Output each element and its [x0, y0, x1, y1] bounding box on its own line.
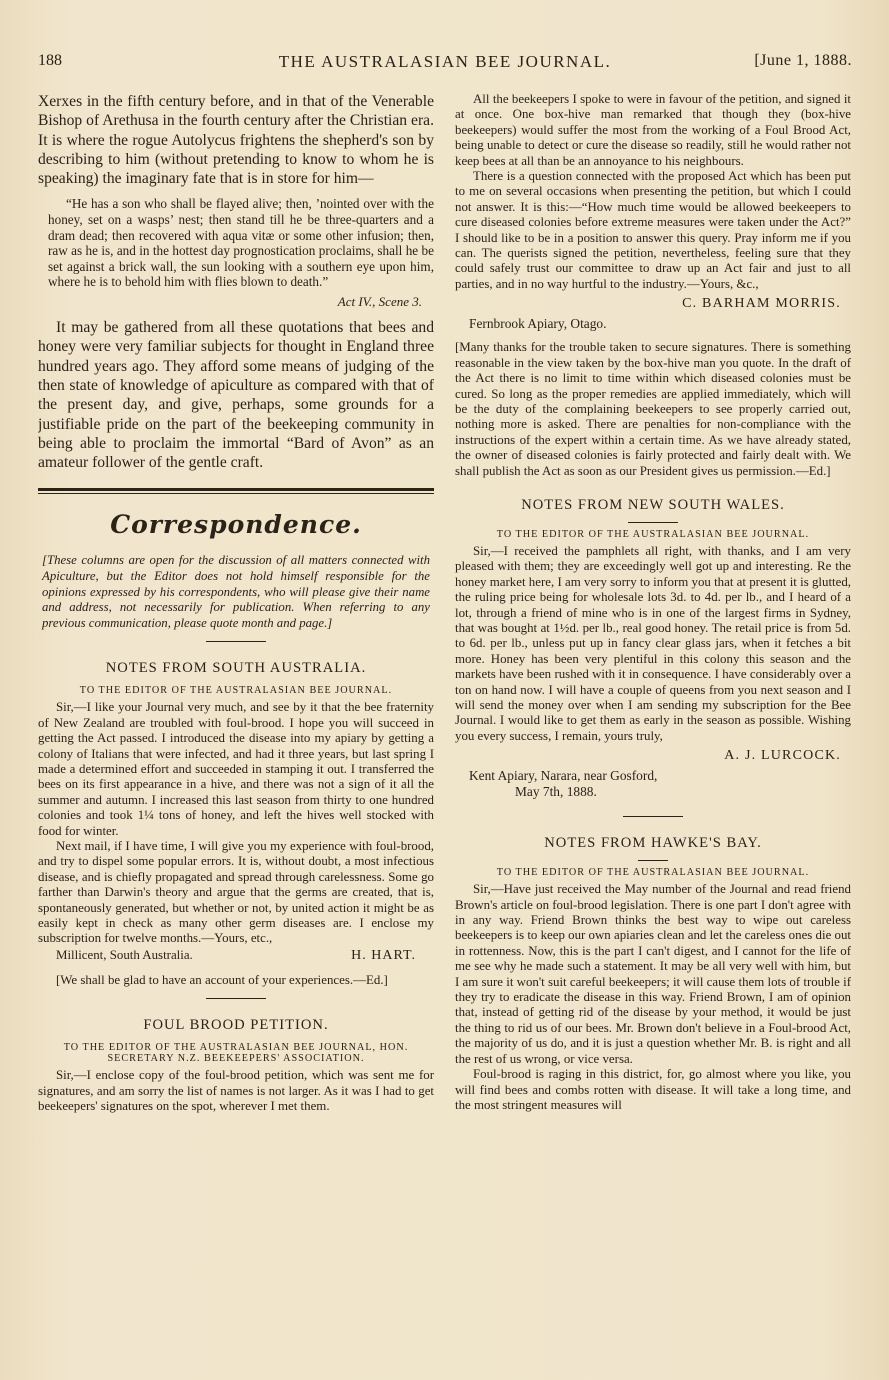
nsw-salutation-line: TO THE EDITOR OF THE AUSTRALASIAN BEE JOURNAL. [496, 528, 810, 540]
hawkes-bay-paragraph-2: Foul-brood is raging in this district, for, go almost where you like, you will find bees and combs rotten with disease. It will take a long time, and the most stringent measures will [455, 1067, 851, 1112]
left-column [38, 92, 434, 1332]
morris-place: Fernbrook Apiary, Otago. [469, 316, 607, 332]
hawkes-bay-salutation-line: TO THE EDITOR OF THE AUSTRALASIAN BEE JOURNAL. [496, 867, 810, 879]
correspondence-title: Correspondence. [110, 510, 362, 540]
winters-tale-quote: “He has a son who shall be flayed alive; then, ’nointed over with the honey, set on a wasps’ nest; then stand till he be three-quarters and a dram dead; then recovered with aqua vitæ or some other infusion; then, raw as he is, and in the hottest day prognostication proclaims, shall he be set against a brick wall, the sun looking with a southern eye upon him, where he is to behold him with flies blown to death.” [48, 196, 434, 290]
short-divider-3 [623, 816, 683, 817]
journal-title: THE AUSTRALASIAN BEE JOURNAL. [278, 52, 612, 71]
closing-paragraph: It may be gathered from all these quotations that bees and honey were very familiar subjects for thought in England three hundred years ago. They afford some means of judging of the then state of knowledge of apiculture as compared with that of the present day, and give, perhaps, some grounds for a justifiable pride on the part of the beekeeping community in being able to proclaim the immortal “Bard of Avon” as an amateur follower of the gentle craft. [38, 319, 434, 472]
south-australia-salutation-line: TO THE EDITOR OF THE AUSTRALASIAN BEE JOURNAL. [79, 685, 393, 697]
editor-disclaimer: [These columns are open for the discussion of all matters connected with Apiculture, but the Editor does not hold himself responsible for the opinions expressed by his correspondents, who will please give their name and address, not necessarily for publication. When referring to any previous communication, please quote month and page.] [42, 553, 430, 630]
petition-paragraph-1: Sir,—I enclose copy of the foul-brood petition, which was sent me for signatures, and am sorry the list of names is not larger. As it was I had to get beekeepers' signatures on the spot, wherever I met them. [38, 1068, 434, 1114]
short-divider [206, 641, 266, 642]
south-australia-editor-reply: [We shall be glad to have an account of your experiences.—Ed.] [56, 972, 388, 987]
south-australia-place: Millicent, South Australia. [56, 947, 193, 962]
lurcock-date: May 7th, 1888. [515, 784, 597, 800]
south-australia-signoff [38, 947, 434, 965]
hawkes-bay-paragraph-1: Sir,—Have just received the May number of the Journal and read friend Brown's article on foul-brood legislation. There is one part I don't agree with in any way. Friend Brown thinks the best way to wipe out careless beekeepers is to keep our own apiaries clean and let the careless ones die out in rottenness. Now, this is the part I can't digest, and I cannot for the life of me see why he made such a statement. It may be all very well with him, but I am sure it won't suit careful beekeepers; it will cause them lots of trouble if they try to eradicate the disease in this way. Friend Brown, I am of opinion that, instead of getting rid of the disease by your method, it would be just the thing to rid us of our bees. Mr. Brown don't believe in a Foul-brood Act, the majority of us do, and it is just a question whether Mr. B. is right and all the rest of us wrong, or vice versa. [455, 882, 851, 1066]
nsw-heading: NOTES FROM NEW SOUTH WALES. [521, 496, 785, 513]
petition-editor-reply: [Many thanks for the trouble taken to secure signatures. There is something reasonable in the view taken by the box-hive man you quote. In the draft of the Act there is no limit to time within which diseased colonies must be cured. So long as the proper remedies are applied immediately, which will be the duty of the complaining beekeepers to see properly carried out, nothing more is asked. There are penalties for non-compliance with the instructions of the expert within a certain time. As we have already stated, the owner of diseased colonies is fairly protected and fairly dealt with. We shall publish the Act as soon as our President gives us permission.—Ed.] [455, 340, 851, 478]
hawkes-bay-divider [638, 860, 668, 861]
page-header [38, 52, 852, 78]
issue-date: [June 1, 1888. [754, 52, 852, 69]
south-australia-heading: NOTES FROM SOUTH AUSTRALIA. [105, 660, 367, 677]
lurcock-signature: A. J. LURCOCK. [724, 748, 841, 764]
petition-salutation-line: TO THE EDITOR OF THE AUSTRALASIAN BEE JOURNAL, HON. SECRETARY N.Z. BEEKEEPERS' ASSOCIATION. [63, 1042, 409, 1065]
shakespeare-intro-paragraph: Xerxes in the fifth century before, and in that of the Venerable Bishop of Arethusa in the fourth century after the Christian era. It is where the rogue Autolycus frightens the shepherd's son by describing to him (without pretending to know to whom he is speaking) the imaginary fate that is in store for him— [38, 93, 434, 188]
morris-signature: C. BARHAM MORRIS. [682, 296, 841, 312]
section-divider [38, 488, 434, 494]
petition-cont-paragraph-2: There is a question connected with the proposed Act which has been put to me on several occasions when presenting the petition, but which I could not answer. It is this:—“How much time would be allowed beekeepers to cure diseased colonies before extreme measures were taken under the Act?” I should like to be in a position to answer this query. Pray inform me if you can. The querists signed the petition, nevertheless, feeling sure that they could safely trust our committee to draw up an Act fair and just to all parties, and in no way hurtful to the industry.—Yours, &c., [455, 169, 851, 291]
right-column [455, 92, 851, 1332]
page-number: 188 [38, 52, 62, 69]
lurcock-place: Kent Apiary, Narara, near Gosford, [469, 768, 658, 784]
petition-heading: FOUL BROOD PETITION. [143, 1017, 329, 1034]
short-divider-2 [206, 998, 266, 999]
hawkes-bay-heading: NOTES FROM HAWKE'S BAY. [544, 835, 762, 852]
nsw-divider [628, 522, 678, 523]
south-australia-paragraph-2: Next mail, if I have time, I will give you my experience with foul-brood, and try to dispel some popular errors. It is, without doubt, a most infectious disease, and is chiefly propagated and spread through carelessness. Some go farther than Darwin's theory and argue that the germs are created, that is, spontaneously generated, but whether or not, by united action it might be as easily kept in check as many other germ diseases are. I enclose my subscription for twelve months.—Yours, etc., [38, 839, 434, 946]
south-australia-signature: H. HART. [351, 947, 416, 963]
nsw-paragraph-1: Sir,—I received the pamphlets all right, with thanks, and I am very pleased with them; they are exceedingly well got up and interesting. Re the honey market here, I am very sorry to inform you that at present it is glutted, the ruling price being for wholesale lots 3d. to 4d. per lb., and I heard of a lot, through a friend of mine who is in one of the largest firms in Sydney, that was bought at 1½d. per lb., real good honey. The retail price is from 5d. to 6d. per lb., unless put up in fancy clear glass jars, when it fetches a bit more. Honey has been very plentiful in this colony this season and the markets have been rushed with it in consequence. I have considerably over a ton on hand now. I will have a couple of queens from you next season and I will send the money over when I am sending my subscription for the Bee Journal. I would like to get them as early in the season as possible. Wishing you every success, I remain, yours truly, [455, 543, 851, 743]
quote-citation: Act IV., Scene 3. [337, 294, 422, 310]
petition-cont-paragraph-1: All the beekeepers I spoke to were in favour of the petition, and signed it at once. One box-hive man remarked that though they (box-hive beekeepers) would suffer the most from the working of a Foul Brood Act, being unable to detect or cure the disease so readily, still he would rather not keep bees at all than be an annoyance to his neighbours. [455, 92, 851, 168]
south-australia-paragraph-1: Sir,—I like your Journal very much, and see by it that the bee fraternity of New Zealand are troubled with foul-brood. I hope you will succeed in getting the Act passed. I introduced the disease into my apiary by getting a colony of Italians that were infected, and had it three years, but last spring I made a determined effort and succeeded in stamping it out. I transferred the bees on its first appearance in a hive, and there was not a sign of it all the summer and autumn. I increased this last season from thirty to one hundred colonies and took 1¼ tons of honey, and left the hives well stocked with food for winter. [38, 700, 434, 838]
